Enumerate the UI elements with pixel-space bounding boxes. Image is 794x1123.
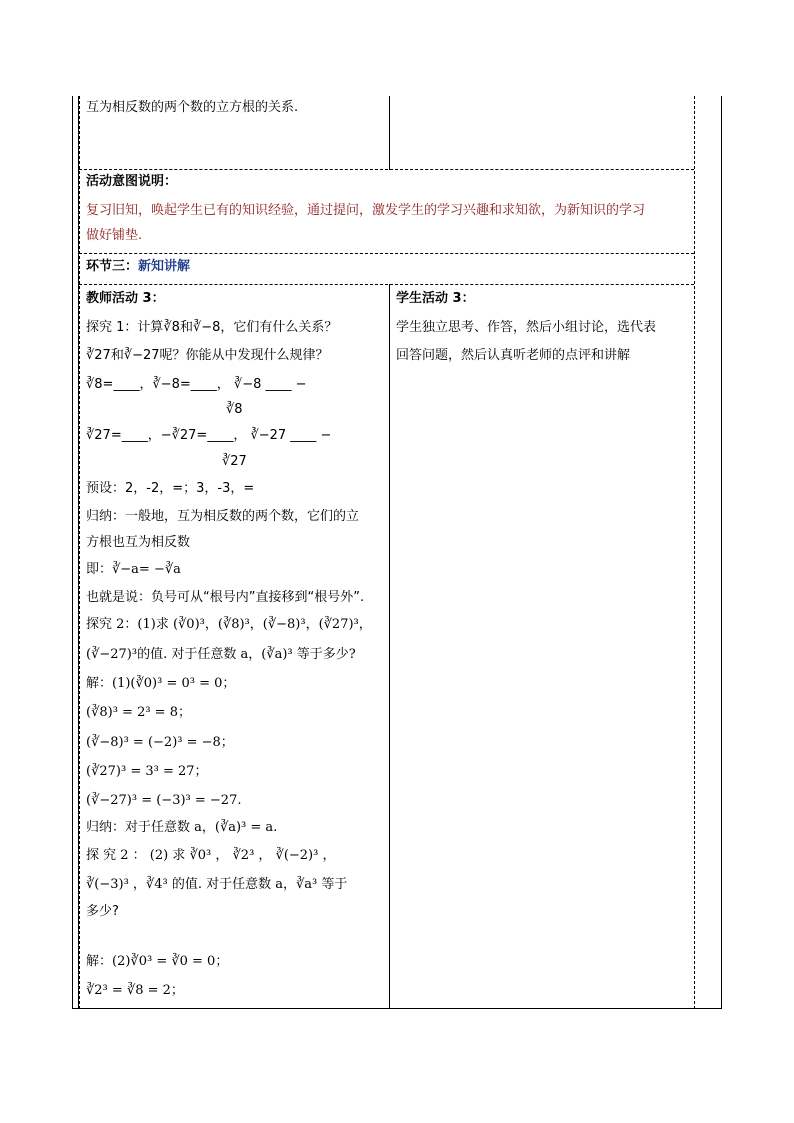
table-right-inner-line — [694, 96, 695, 1009]
intent-line-1: 复习旧知，唤起学生已有的知识经验，通过提问，激发学生的学习兴趣和求知欲，为新知识的学习 — [86, 203, 646, 218]
teacher-line-7: 预设：2，-2，=；3，-3，= — [86, 481, 255, 496]
row-divider-2 — [79, 253, 694, 254]
teacher-line-3: ∛8=____，∛−8=____， ∛−8 ____ − — [86, 377, 307, 392]
teacher-line-20: 探 究 2 ： (2) 求 ∛0³ ， ∛2³ ， ∛(−2)³ ， — [86, 848, 336, 863]
teacher-line-18: (∛−27)³ = (−3)³ = −27. — [86, 793, 242, 808]
teacher-line-4: ∛8 — [226, 402, 243, 417]
teacher-line-13: (∛−27)³的值. 对于任意数 a，(∛a)³ 等于多少? — [86, 647, 356, 662]
row0-left-text: 互为相反数的两个数的立方根的关系. — [86, 100, 299, 115]
intent-heading: 活动意图说明： — [86, 174, 178, 189]
student-line-1: 学生独立思考、作答，然后小组讨论，选代表 — [396, 320, 657, 335]
teacher-line-15: (∛8)³ = 2³ = 8； — [86, 705, 191, 720]
column-divider-top — [389, 96, 390, 170]
teacher-line-6: ∛27 — [222, 454, 247, 469]
intent-line-2: 做好铺垫. — [86, 228, 143, 243]
teacher-line-21: ∛(−3)³ ，∛4³ 的值. 对于任意数 a，∛a³ 等于 — [86, 877, 348, 892]
table-inner-left-line — [79, 96, 80, 1009]
row-divider-3 — [79, 284, 694, 285]
teacher-line-1: 探究 1：计算∛8和∛−8，它们有什么关系？ — [86, 320, 338, 335]
row-divider-1 — [79, 169, 694, 170]
section-heading — [86, 257, 190, 277]
teacher-line-19: 归纳：对于任意数 a，(∛a)³ = a. — [86, 820, 278, 835]
teacher-line-5: ∛27=____，−∛27=____， ∛−27 ____ − — [86, 428, 332, 443]
teacher-line-22: 多少? — [86, 904, 119, 919]
student-line-2: 回答问题，然后认真听老师的点评和讲解 — [396, 348, 631, 363]
teacher-line-8: 归纳：一般地，互为相反数的两个数，它们的立 — [86, 509, 360, 524]
teacher-line-9: 方根也互为相反数 — [86, 535, 191, 550]
teacher-line-16: (∛−8)³ = (−2)³ = −8； — [86, 735, 234, 750]
teacher-line-10: 即：∛−a= −∛a — [86, 562, 181, 577]
student-heading: 学生活动 3： — [396, 291, 475, 306]
teacher-line-12: 探究 2：(1)求 (∛0)³，(∛8)³，(∛−8)³，(∛27)³， — [86, 617, 372, 632]
teacher-line-14: 解：(1)(∛0)³ = 0³ = 0； — [86, 676, 236, 691]
teacher-line-11: 也就是说：负号可从“根号内”直接移到“根号外”. — [86, 590, 365, 605]
section-title: 新知讲解 — [138, 259, 191, 274]
section-prefix: 环节三： — [86, 259, 139, 274]
teacher-heading: 教师活动 3： — [86, 291, 165, 306]
teacher-line-24: ∛2³ = ∛8 = 2； — [86, 983, 184, 998]
column-divider-main — [389, 284, 390, 1009]
teacher-line-17: (∛27)³ = 3³ = 27； — [86, 764, 208, 779]
teacher-line-2: ∛27和∛−27呢？你能从中发现什么规律？ — [86, 348, 329, 363]
teacher-line-23: 解：(2)∛0³ = ∛0 = 0； — [86, 954, 229, 969]
